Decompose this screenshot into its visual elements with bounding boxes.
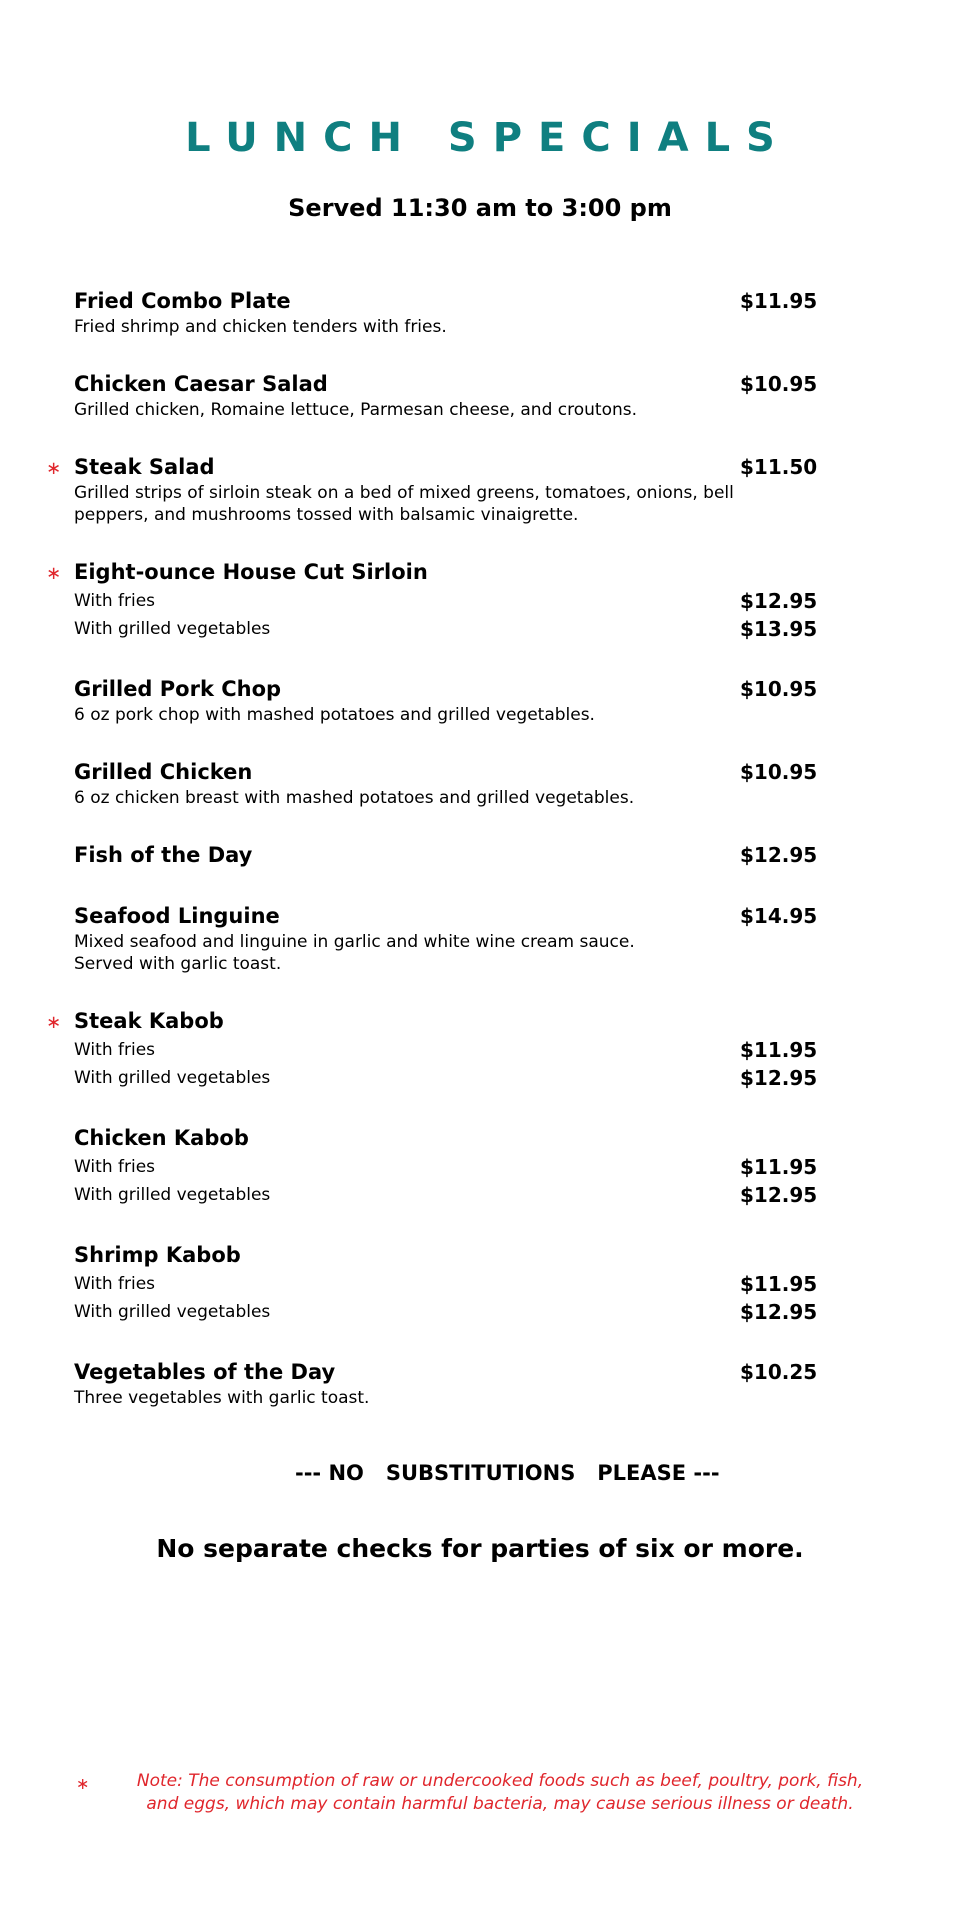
menu-item-description: Grilled chicken, Romaine lettuce, Parmesan cheese, and croutons. <box>74 400 638 420</box>
menu-item-name: Fish of the Day <box>74 843 253 867</box>
menu-item-name: Seafood Linguine <box>74 904 280 928</box>
menu-item-price: $12.95 <box>740 843 818 867</box>
menu-item <box>74 1123 874 1209</box>
menu-item-price: $11.95 <box>740 289 818 313</box>
option-label: With grilled vegetables <box>74 619 271 639</box>
menu-item-header <box>46 557 874 587</box>
menu-item-price: $10.95 <box>740 372 818 396</box>
menu-item-header <box>74 286 874 316</box>
menu-item-name: Vegetables of the Day <box>74 1360 336 1384</box>
menu-item-option <box>74 1064 874 1092</box>
option-price: $11.95 <box>740 1155 818 1179</box>
menu-item-name: Steak Salad <box>74 455 215 479</box>
menu-item-price: $10.95 <box>740 677 818 701</box>
menu-item-description: Three vegetables with garlic toast. <box>74 1388 370 1408</box>
menu-item-name: Eight-ounce House Cut Sirloin <box>74 560 428 584</box>
option-price: $11.95 <box>740 1272 818 1296</box>
page-title: LUNCH SPECIALS <box>185 115 791 161</box>
option-label: With grilled vegetables <box>74 1302 271 1322</box>
menu-item <box>74 674 874 726</box>
menu-item-option <box>74 1270 874 1298</box>
menu-item-name: Fried Combo Plate <box>74 289 291 313</box>
menu-item <box>74 286 874 338</box>
option-price: $12.95 <box>740 1066 818 1090</box>
menu-item-header <box>74 1357 874 1387</box>
menu-item <box>74 840 874 870</box>
option-label: With grilled vegetables <box>74 1068 271 1088</box>
option-price: $11.95 <box>740 1038 818 1062</box>
menu-item <box>74 757 874 809</box>
menu-item <box>46 1006 874 1092</box>
asterisk-icon: ∗ <box>46 563 62 584</box>
menu-item-option <box>74 1298 874 1326</box>
menu-item <box>46 557 874 643</box>
menu-item <box>46 452 874 526</box>
option-label: With grilled vegetables <box>74 1185 271 1205</box>
note-asterisk-icon: ∗ <box>76 1774 90 1793</box>
option-price: $13.95 <box>740 617 818 641</box>
option-label: With fries <box>74 591 156 611</box>
menu-item <box>74 901 874 975</box>
option-label: With fries <box>74 1040 156 1060</box>
menu-item-price: $14.95 <box>740 904 818 928</box>
no-substitutions-notice: --- NO SUBSTITUTIONS PLEASE --- <box>295 1461 720 1485</box>
menu-item-description: Mixed seafood and linguine in garlic and white wine cream sauce. <box>74 932 635 952</box>
menu-item-description: 6 oz pork chop with mashed potatoes and grilled vegetables. <box>74 705 595 725</box>
asterisk-icon: ∗ <box>46 1012 62 1033</box>
menu-list <box>46 286 874 1440</box>
menu-item-name: Chicken Caesar Salad <box>74 372 328 396</box>
menu-item-name: Grilled Chicken <box>74 760 253 784</box>
menu-item-option <box>74 1181 874 1209</box>
menu-item-option <box>74 615 874 643</box>
menu-item-header <box>74 1240 874 1270</box>
option-price: $12.95 <box>740 1300 818 1324</box>
menu-item-header <box>74 674 874 704</box>
menu-item-name: Chicken Kabob <box>74 1126 249 1150</box>
option-label: With fries <box>74 1274 156 1294</box>
menu-item-description: Fried shrimp and chicken tenders with fries. <box>74 317 447 337</box>
menu-item-header <box>46 1006 874 1036</box>
menu-item-name: Shrimp Kabob <box>74 1243 241 1267</box>
menu-item-name: Steak Kabob <box>74 1009 224 1033</box>
note-line-1: Note: The consumption of raw or undercooked foods such as beef, poultry, pork, fish, <box>136 1771 864 1791</box>
menu-item-name: Grilled Pork Chop <box>74 677 282 701</box>
menu-item-description: Grilled strips of sirloin steak on a bed of mixed greens, tomatoes, onions, bell peppers, and mushrooms tossed with balsamic vinaigrette. <box>74 483 734 525</box>
menu-item-price: $10.25 <box>740 1360 818 1384</box>
menu-item-description: 6 oz chicken breast with mashed potatoes and grilled vegetables. <box>74 788 635 808</box>
menu-item-header <box>46 452 874 482</box>
menu-item-header <box>74 840 874 870</box>
menu-item-header <box>74 369 874 399</box>
option-label: With fries <box>74 1157 156 1177</box>
menu-item-header <box>74 757 874 787</box>
menu-item-option <box>74 587 874 615</box>
no-separate-checks-notice: No separate checks for parties of six or more. <box>156 1534 804 1563</box>
menu-item-header <box>74 1123 874 1153</box>
health-warning-note <box>0 1770 960 1816</box>
menu-item <box>74 1357 874 1409</box>
option-price: $12.95 <box>740 589 818 613</box>
menu-item <box>74 1240 874 1326</box>
menu-item-option <box>74 1153 874 1181</box>
menu-item-description: Served with garlic toast. <box>74 954 282 974</box>
asterisk-icon: ∗ <box>46 458 62 479</box>
menu-item-header <box>74 901 874 931</box>
option-price: $12.95 <box>740 1183 818 1207</box>
menu-item-option <box>74 1036 874 1064</box>
note-line-2: and eggs, which may contain harmful bacteria, may cause serious illness or death. <box>146 1794 854 1814</box>
menu-item <box>74 369 874 421</box>
menu-item-price: $10.95 <box>740 760 818 784</box>
menu-item-price: $11.50 <box>740 455 818 479</box>
page-subtitle: Served 11:30 am to 3:00 pm <box>288 194 672 222</box>
